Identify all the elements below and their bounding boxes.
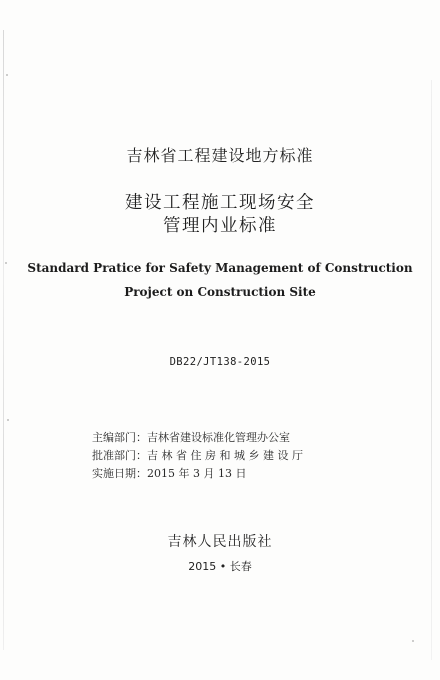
standard-code: DB22/JT138-2015	[169, 356, 271, 368]
title-chinese-line-2: 管理内业标准	[163, 216, 277, 236]
issuing-info	[92, 429, 303, 483]
scan-speck	[412, 640, 414, 642]
title-english-line-1: Standard Pratice for Safety Management of Construction	[27, 261, 413, 275]
local-standard-heading: 吉林省工程建设地方标准	[126, 146, 314, 165]
scan-speck	[7, 419, 9, 421]
publisher-name: 吉林人民出版社	[167, 534, 273, 550]
title-english-line-2: Project on Construction Site	[124, 285, 316, 299]
approving-department: 批准部门：吉 林 省 住 房 和 城 乡 建 设 厅	[92, 449, 303, 462]
editor-department: 主编部门：吉林省建设标准化管理办公室	[92, 431, 290, 444]
publication-year-place: 2015 • 长春	[188, 560, 252, 573]
title-chinese-line-1: 建设工程施工现场安全	[125, 193, 315, 213]
scan-edge-left	[3, 30, 4, 650]
scan-speck	[6, 74, 8, 76]
effective-date: 实施日期：2015 年 3 月 13 日	[92, 467, 247, 480]
